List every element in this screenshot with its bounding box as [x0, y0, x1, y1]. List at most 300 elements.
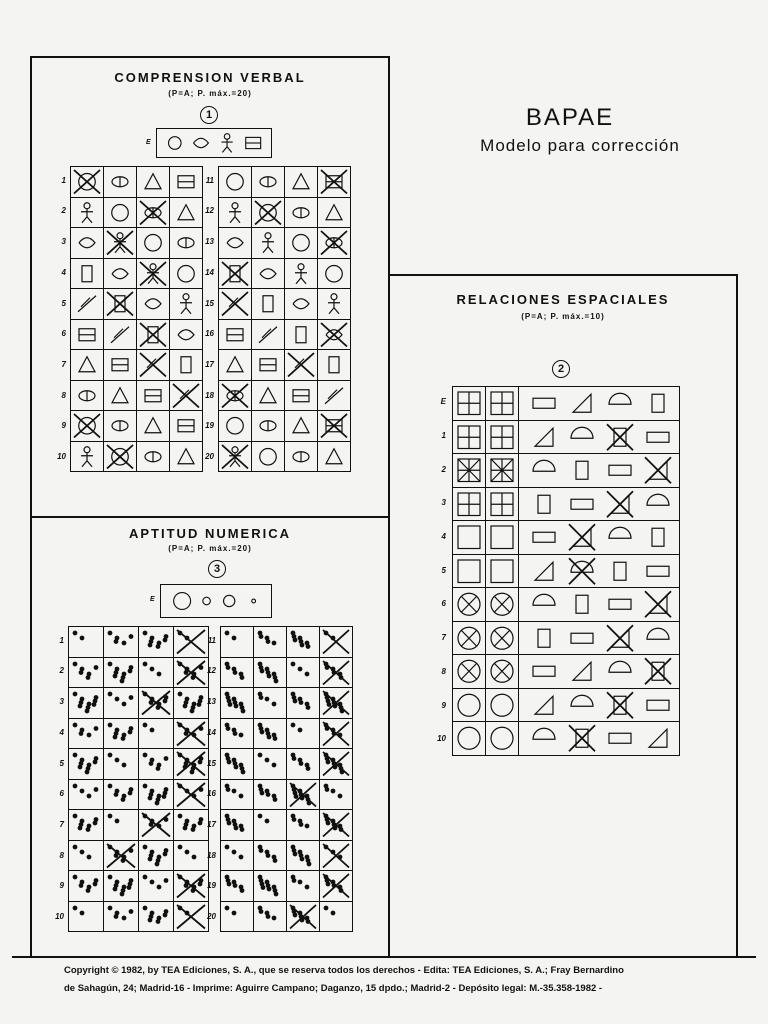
numerica-right-cell [320, 901, 353, 932]
numerica-right-cell [254, 840, 287, 871]
verbal-right-row-11 [219, 167, 351, 198]
espaciales-model-cell [486, 554, 519, 588]
verbal-right-cell [252, 197, 285, 228]
espaciales-row-6 [453, 588, 680, 622]
numerica-right-cell [221, 840, 254, 871]
verbal-right-cell [252, 167, 285, 198]
verbal-left-cell [137, 350, 170, 381]
numerica-right-cell [254, 871, 287, 902]
numerica-right-cell [320, 688, 353, 719]
numerica-right-row-14 [221, 718, 353, 749]
verbal-right-cell [252, 258, 285, 289]
verbal-left-row-2 [71, 197, 203, 228]
verbal-right-cell [318, 380, 351, 411]
espaciales-rownum: 4 [441, 532, 446, 542]
verbal-right-rownum: 14 [205, 267, 214, 277]
numerica-right-cell [287, 810, 320, 841]
verbal-right-cell [285, 350, 318, 381]
espaciales-rownum: 9 [441, 700, 446, 710]
verbal-left-rownum: 4 [61, 267, 66, 277]
verbal-left-row-9 [71, 411, 203, 442]
numerica-left-cell [104, 657, 139, 688]
numerica-rule: (P=A; P. máx.=20) [168, 544, 252, 553]
numerica-right-cell [254, 718, 287, 749]
verbal-left-cell [170, 350, 203, 381]
numerica-right-cell [287, 871, 320, 902]
espaciales-rownum: 7 [441, 633, 446, 643]
espaciales-model-cell [486, 387, 519, 421]
verbal-right-row-12 [219, 197, 351, 228]
verbal-right-cell [318, 258, 351, 289]
verbal-left-row-5 [71, 289, 203, 320]
numerica-right-cell [221, 749, 254, 780]
verbal-example-figures [157, 129, 271, 157]
verbal-right-cell [285, 167, 318, 198]
numerica-right-row-11 [221, 627, 353, 658]
espaciales-row-1 [453, 420, 680, 454]
espaciales-options-cell [519, 387, 680, 421]
numerica-left-cell [104, 749, 139, 780]
numerica-left-row-8 [69, 840, 209, 871]
footer-line-2: de Sahagún, 24; Madrid-16 - Imprime: Aguirre Campano; Daganzo, 15 dpdo.; Madrid-2 - Depósito legal: M.-35.358-1982 - [64, 983, 603, 994]
numerica-right-cell [221, 718, 254, 749]
verbal-right-row-20 [219, 441, 351, 472]
numerica-left-cell [69, 627, 104, 658]
verbal-right-cell [219, 258, 252, 289]
verbal-right-cell [219, 411, 252, 442]
numerica-grid-right [220, 626, 353, 932]
numerica-left-cell [104, 779, 139, 810]
verbal-left-cell [170, 319, 203, 350]
verbal-right-rownum: 19 [205, 421, 214, 431]
numerica-left-cell [139, 779, 174, 810]
numerica-left-rownum: 9 [59, 881, 64, 891]
verbal-right-cell [252, 289, 285, 320]
verbal-right-cell [318, 167, 351, 198]
verbal-right-cell [285, 380, 318, 411]
espaciales-rownum: 10 [437, 734, 446, 744]
verbal-left-cell [104, 197, 137, 228]
verbal-right-cell [219, 350, 252, 381]
verbal-right-cell [252, 228, 285, 259]
verbal-left-cell [137, 258, 170, 289]
verbal-left-rownum: 10 [57, 452, 66, 462]
verbal-left-cell [71, 228, 104, 259]
verbal-left-cell [137, 167, 170, 198]
numerica-left-cell [139, 840, 174, 871]
numerica-right-row-19 [221, 871, 353, 902]
numerica-left-cell [69, 718, 104, 749]
verbal-left-cell [104, 228, 137, 259]
verbal-left-rownum: 7 [61, 359, 66, 369]
numerica-left-rownum: 5 [59, 758, 64, 768]
header-title: BAPAE [525, 104, 615, 131]
numerica-right-cell [221, 901, 254, 932]
numerica-right-cell [287, 657, 320, 688]
numerica-example-label: E [150, 596, 155, 603]
numerica-left-rownum: 3 [59, 697, 64, 707]
espaciales-options-cell [519, 487, 680, 521]
numerica-right-cell [254, 749, 287, 780]
verbal-right-cell [285, 289, 318, 320]
verbal-right-cell [318, 350, 351, 381]
numerica-left-rownum: 4 [59, 727, 64, 737]
verbal-left-cell [137, 411, 170, 442]
verbal-left-cell [170, 411, 203, 442]
verbal-left-cell [170, 380, 203, 411]
espaciales-model-cell [453, 621, 486, 655]
verbal-right-cell [219, 167, 252, 198]
numerica-left-row-9 [69, 871, 209, 902]
verbal-right-cell [219, 380, 252, 411]
verbal-left-cell [137, 228, 170, 259]
numerica-left-row-1 [69, 627, 209, 658]
verbal-right-cell [285, 441, 318, 472]
espaciales-model-cell [486, 487, 519, 521]
espaciales-model-cell [453, 688, 486, 722]
numerica-right-row-17 [221, 810, 353, 841]
numerica-left-rownum: 8 [59, 850, 64, 860]
numerica-left-cell [104, 688, 139, 719]
verbal-left-row-4 [71, 258, 203, 289]
verbal-right-row-18 [219, 380, 351, 411]
espaciales-options-cell [519, 454, 680, 488]
espaciales-title: RELACIONES ESPACIALES [456, 292, 670, 307]
numerica-right-cell [221, 688, 254, 719]
verbal-left-cell [170, 441, 203, 472]
verbal-left-cell [170, 289, 203, 320]
verbal-grid-right [218, 166, 351, 472]
verbal-right-cell [285, 319, 318, 350]
espaciales-rownum: E [440, 397, 446, 407]
espaciales-model-cell [453, 588, 486, 622]
numerica-right-cell [254, 810, 287, 841]
verbal-left-cell [104, 350, 137, 381]
numerica-right-cell [320, 749, 353, 780]
verbal-left-cell [71, 258, 104, 289]
verbal-left-rownum: 5 [61, 298, 66, 308]
verbal-left-cell [104, 411, 137, 442]
espaciales-rownum: 2 [441, 464, 446, 474]
verbal-left-rownum: 9 [61, 421, 66, 431]
header-subtitle: Modelo para corrección [480, 136, 680, 155]
espaciales-options-cell [519, 655, 680, 689]
espaciales-rownum: 5 [441, 565, 446, 575]
verbal-example-box [156, 128, 272, 158]
verbal-right-cell [318, 197, 351, 228]
verbal-left-cell [71, 350, 104, 381]
numerica-left-row-3 [69, 688, 209, 719]
espaciales-model-cell [486, 588, 519, 622]
verbal-right-cell [285, 411, 318, 442]
espaciales-model-cell [453, 722, 486, 756]
numerica-right-rownum: 13 [207, 697, 216, 707]
espaciales-model-cell [453, 655, 486, 689]
numerica-right-cell [254, 901, 287, 932]
espaciales-options-cell [519, 621, 680, 655]
numerica-left-rownum: 1 [59, 635, 64, 645]
espaciales-row-3 [453, 487, 680, 521]
verbal-right-cell [285, 258, 318, 289]
numerica-left-cell [69, 749, 104, 780]
verbal-title: COMPRENSION VERBAL [114, 70, 306, 85]
numerica-right-cell [320, 810, 353, 841]
verbal-left-cell [71, 319, 104, 350]
numerica-right-cell [287, 688, 320, 719]
verbal-left-cell [104, 380, 137, 411]
espaciales-model-cell [486, 655, 519, 689]
verbal-right-cell [285, 228, 318, 259]
numerica-right-rownum: 15 [207, 758, 216, 768]
numerica-right-cell [287, 779, 320, 810]
numerica-right-rownum: 12 [207, 666, 216, 676]
numerica-right-cell [320, 840, 353, 871]
verbal-right-cell [219, 289, 252, 320]
verbal-right-row-13 [219, 228, 351, 259]
numerica-left-row-4 [69, 718, 209, 749]
numerica-left-cell [139, 749, 174, 780]
numerica-left-rownum: 10 [55, 912, 64, 922]
numerica-right-cell [287, 718, 320, 749]
numerica-right-cell [320, 718, 353, 749]
espaciales-row-5 [453, 554, 680, 588]
verbal-right-cell [252, 350, 285, 381]
verbal-left-cell [137, 197, 170, 228]
espaciales-model-cell [453, 387, 486, 421]
numerica-left-row-5 [69, 749, 209, 780]
verbal-right-rownum: 15 [205, 298, 214, 308]
numerica-right-rownum: 20 [207, 912, 216, 922]
espaciales-rule: (P=A; P. máx.=10) [521, 312, 605, 321]
verbal-right-cell [252, 319, 285, 350]
verbal-right-cell [252, 441, 285, 472]
numerica-left-row-7 [69, 810, 209, 841]
footer [64, 962, 724, 998]
numerica-right-row-20 [221, 901, 353, 932]
espaciales-options-cell [519, 722, 680, 756]
numerica-left-cell [139, 901, 174, 932]
numerica-right-row-18 [221, 840, 353, 871]
numerica-right-cell [221, 810, 254, 841]
numerica-left-cell [139, 810, 174, 841]
numerica-right-row-13 [221, 688, 353, 719]
verbal-left-cell [104, 167, 137, 198]
numerica-left-cell [69, 688, 104, 719]
numerica-left-row-2 [69, 657, 209, 688]
verbal-left-cell [137, 380, 170, 411]
verbal-right-rownum: 17 [205, 359, 214, 369]
numerica-left-cell [104, 840, 139, 871]
verbal-right-row-19 [219, 411, 351, 442]
numerica-left-cell [104, 901, 139, 932]
verbal-right-rownum: 18 [205, 390, 214, 400]
numerica-right-rownum: 18 [207, 850, 216, 860]
espaciales-options-cell [519, 688, 680, 722]
verbal-right-row-17 [219, 350, 351, 381]
verbal-right-cell [318, 441, 351, 472]
numerica-right-cell [254, 657, 287, 688]
numerica-right-rownum: 17 [207, 819, 216, 829]
verbal-left-cell [104, 319, 137, 350]
numerica-left-rownum: 6 [59, 789, 64, 799]
numerica-right-cell [221, 627, 254, 658]
verbal-left-rownum: 1 [61, 175, 66, 185]
numerica-right-cell [320, 779, 353, 810]
verbal-number: 1 [200, 106, 218, 124]
numerica-left-cell [104, 718, 139, 749]
numerica-right-row-12 [221, 657, 353, 688]
espaciales-model-cell [453, 420, 486, 454]
numerica-right-rownum: 16 [207, 789, 216, 799]
numerica-right-cell [221, 871, 254, 902]
numerica-left-cell [139, 627, 174, 658]
verbal-left-cell [71, 289, 104, 320]
numerica-left-cell [139, 871, 174, 902]
verbal-left-cell [104, 441, 137, 472]
numerica-right-row-15 [221, 749, 353, 780]
espaciales-number: 2 [552, 360, 570, 378]
espaciales-options-cell [519, 420, 680, 454]
verbal-left-cell [104, 258, 137, 289]
numerica-title: APTITUD NUMERICA [129, 526, 291, 541]
numerica-left-cell [69, 871, 104, 902]
verbal-left-rownum: 8 [61, 390, 66, 400]
numerica-left-cell [104, 627, 139, 658]
numerica-right-cell [221, 779, 254, 810]
espaciales-row-4 [453, 521, 680, 555]
numerica-right-cell [254, 688, 287, 719]
numerica-left-cell [69, 901, 104, 932]
numerica-right-cell [287, 901, 320, 932]
numerica-left-cell [69, 810, 104, 841]
verbal-left-cell [170, 258, 203, 289]
verbal-left-row-8 [71, 380, 203, 411]
verbal-left-cell [71, 380, 104, 411]
verbal-left-cell [71, 441, 104, 472]
espaciales-model-cell [486, 722, 519, 756]
footer-line-1: Copyright © 1982, by TEA Ediciones, S. A., que se reserva todos los derechos - Edita: TEA Ediciones, S. A.; Fray Bernardino [64, 965, 624, 976]
espaciales-model-cell [486, 420, 519, 454]
verbal-right-cell [318, 411, 351, 442]
espaciales-row-8 [453, 655, 680, 689]
verbal-grid-left [70, 166, 203, 472]
numerica-right-row-16 [221, 779, 353, 810]
numerica-right-rownum: 19 [207, 881, 216, 891]
espaciales-model-cell [486, 621, 519, 655]
verbal-right-rownum: 11 [205, 175, 214, 185]
verbal-left-cell [170, 228, 203, 259]
verbal-left-row-10 [71, 441, 203, 472]
numerica-right-cell [287, 749, 320, 780]
verbal-left-cell [71, 197, 104, 228]
numerica-right-rownum: 11 [207, 635, 216, 645]
verbal-rule: (P=A; P. máx.=20) [168, 89, 252, 98]
verbal-left-cell [104, 289, 137, 320]
espaciales-model-cell [453, 487, 486, 521]
verbal-right-cell [219, 319, 252, 350]
numerica-right-cell [221, 657, 254, 688]
numerica-right-cell [320, 871, 353, 902]
espaciales-model-cell [486, 688, 519, 722]
numerica-left-row-10 [69, 901, 209, 932]
numerica-left-cell [69, 840, 104, 871]
numerica-left-rownum: 2 [59, 666, 64, 676]
verbal-right-row-15 [219, 289, 351, 320]
numerica-example-box [160, 584, 272, 618]
espaciales-options-cell [519, 588, 680, 622]
numerica-left-row-6 [69, 779, 209, 810]
espaciales-model-cell [486, 521, 519, 555]
numerica-example-figures [161, 585, 271, 617]
numerica-right-cell [320, 627, 353, 658]
verbal-right-cell [219, 441, 252, 472]
verbal-right-row-14 [219, 258, 351, 289]
numerica-left-cell [69, 779, 104, 810]
espaciales-rownum: 3 [441, 498, 446, 508]
espaciales-row-7 [453, 621, 680, 655]
numerica-right-cell [287, 627, 320, 658]
verbal-right-cell [285, 197, 318, 228]
verbal-left-cell [137, 289, 170, 320]
verbal-right-cell [252, 380, 285, 411]
verbal-left-cell [137, 319, 170, 350]
numerica-left-rownum: 7 [59, 819, 64, 829]
verbal-left-cell [170, 197, 203, 228]
numerica-left-cell [104, 871, 139, 902]
verbal-right-cell [219, 228, 252, 259]
verbal-left-cell [137, 441, 170, 472]
verbal-right-rownum: 13 [205, 237, 214, 247]
numerica-right-cell [254, 627, 287, 658]
verbal-left-row-6 [71, 319, 203, 350]
verbal-left-cell [71, 167, 104, 198]
espaciales-options-cell [519, 554, 680, 588]
verbal-left-row-1 [71, 167, 203, 198]
verbal-right-rownum: 20 [205, 452, 214, 462]
verbal-right-rownum: 12 [205, 206, 214, 216]
verbal-right-row-16 [219, 319, 351, 350]
verbal-right-rownum: 16 [205, 329, 214, 339]
espaciales-model-cell [486, 454, 519, 488]
verbal-example-label: E [146, 139, 151, 146]
numerica-right-cell [254, 779, 287, 810]
espaciales-model-cell [453, 521, 486, 555]
espaciales-model-cell [453, 554, 486, 588]
espaciales-rownum: 6 [441, 599, 446, 609]
verbal-left-rownum: 6 [61, 329, 66, 339]
verbal-right-cell [219, 197, 252, 228]
numerica-left-cell [139, 688, 174, 719]
espaciales-model-cell [453, 454, 486, 488]
espaciales-rownum: 1 [441, 430, 446, 440]
footer-rule [12, 956, 756, 958]
espaciales-row-10 [453, 722, 680, 756]
espaciales-row-9 [453, 688, 680, 722]
numerica-left-cell [104, 810, 139, 841]
espaciales-rownum: 8 [441, 666, 446, 676]
verbal-left-row-7 [71, 350, 203, 381]
verbal-left-row-3 [71, 228, 203, 259]
espaciales-row-E [453, 387, 680, 421]
numerica-right-rownum: 14 [207, 727, 216, 737]
verbal-left-rownum: 3 [61, 237, 66, 247]
verbal-right-cell [318, 319, 351, 350]
espaciales-grid [452, 386, 680, 756]
verbal-right-cell [318, 228, 351, 259]
verbal-right-cell [252, 411, 285, 442]
numerica-left-cell [69, 657, 104, 688]
espaciales-options-cell [519, 521, 680, 555]
